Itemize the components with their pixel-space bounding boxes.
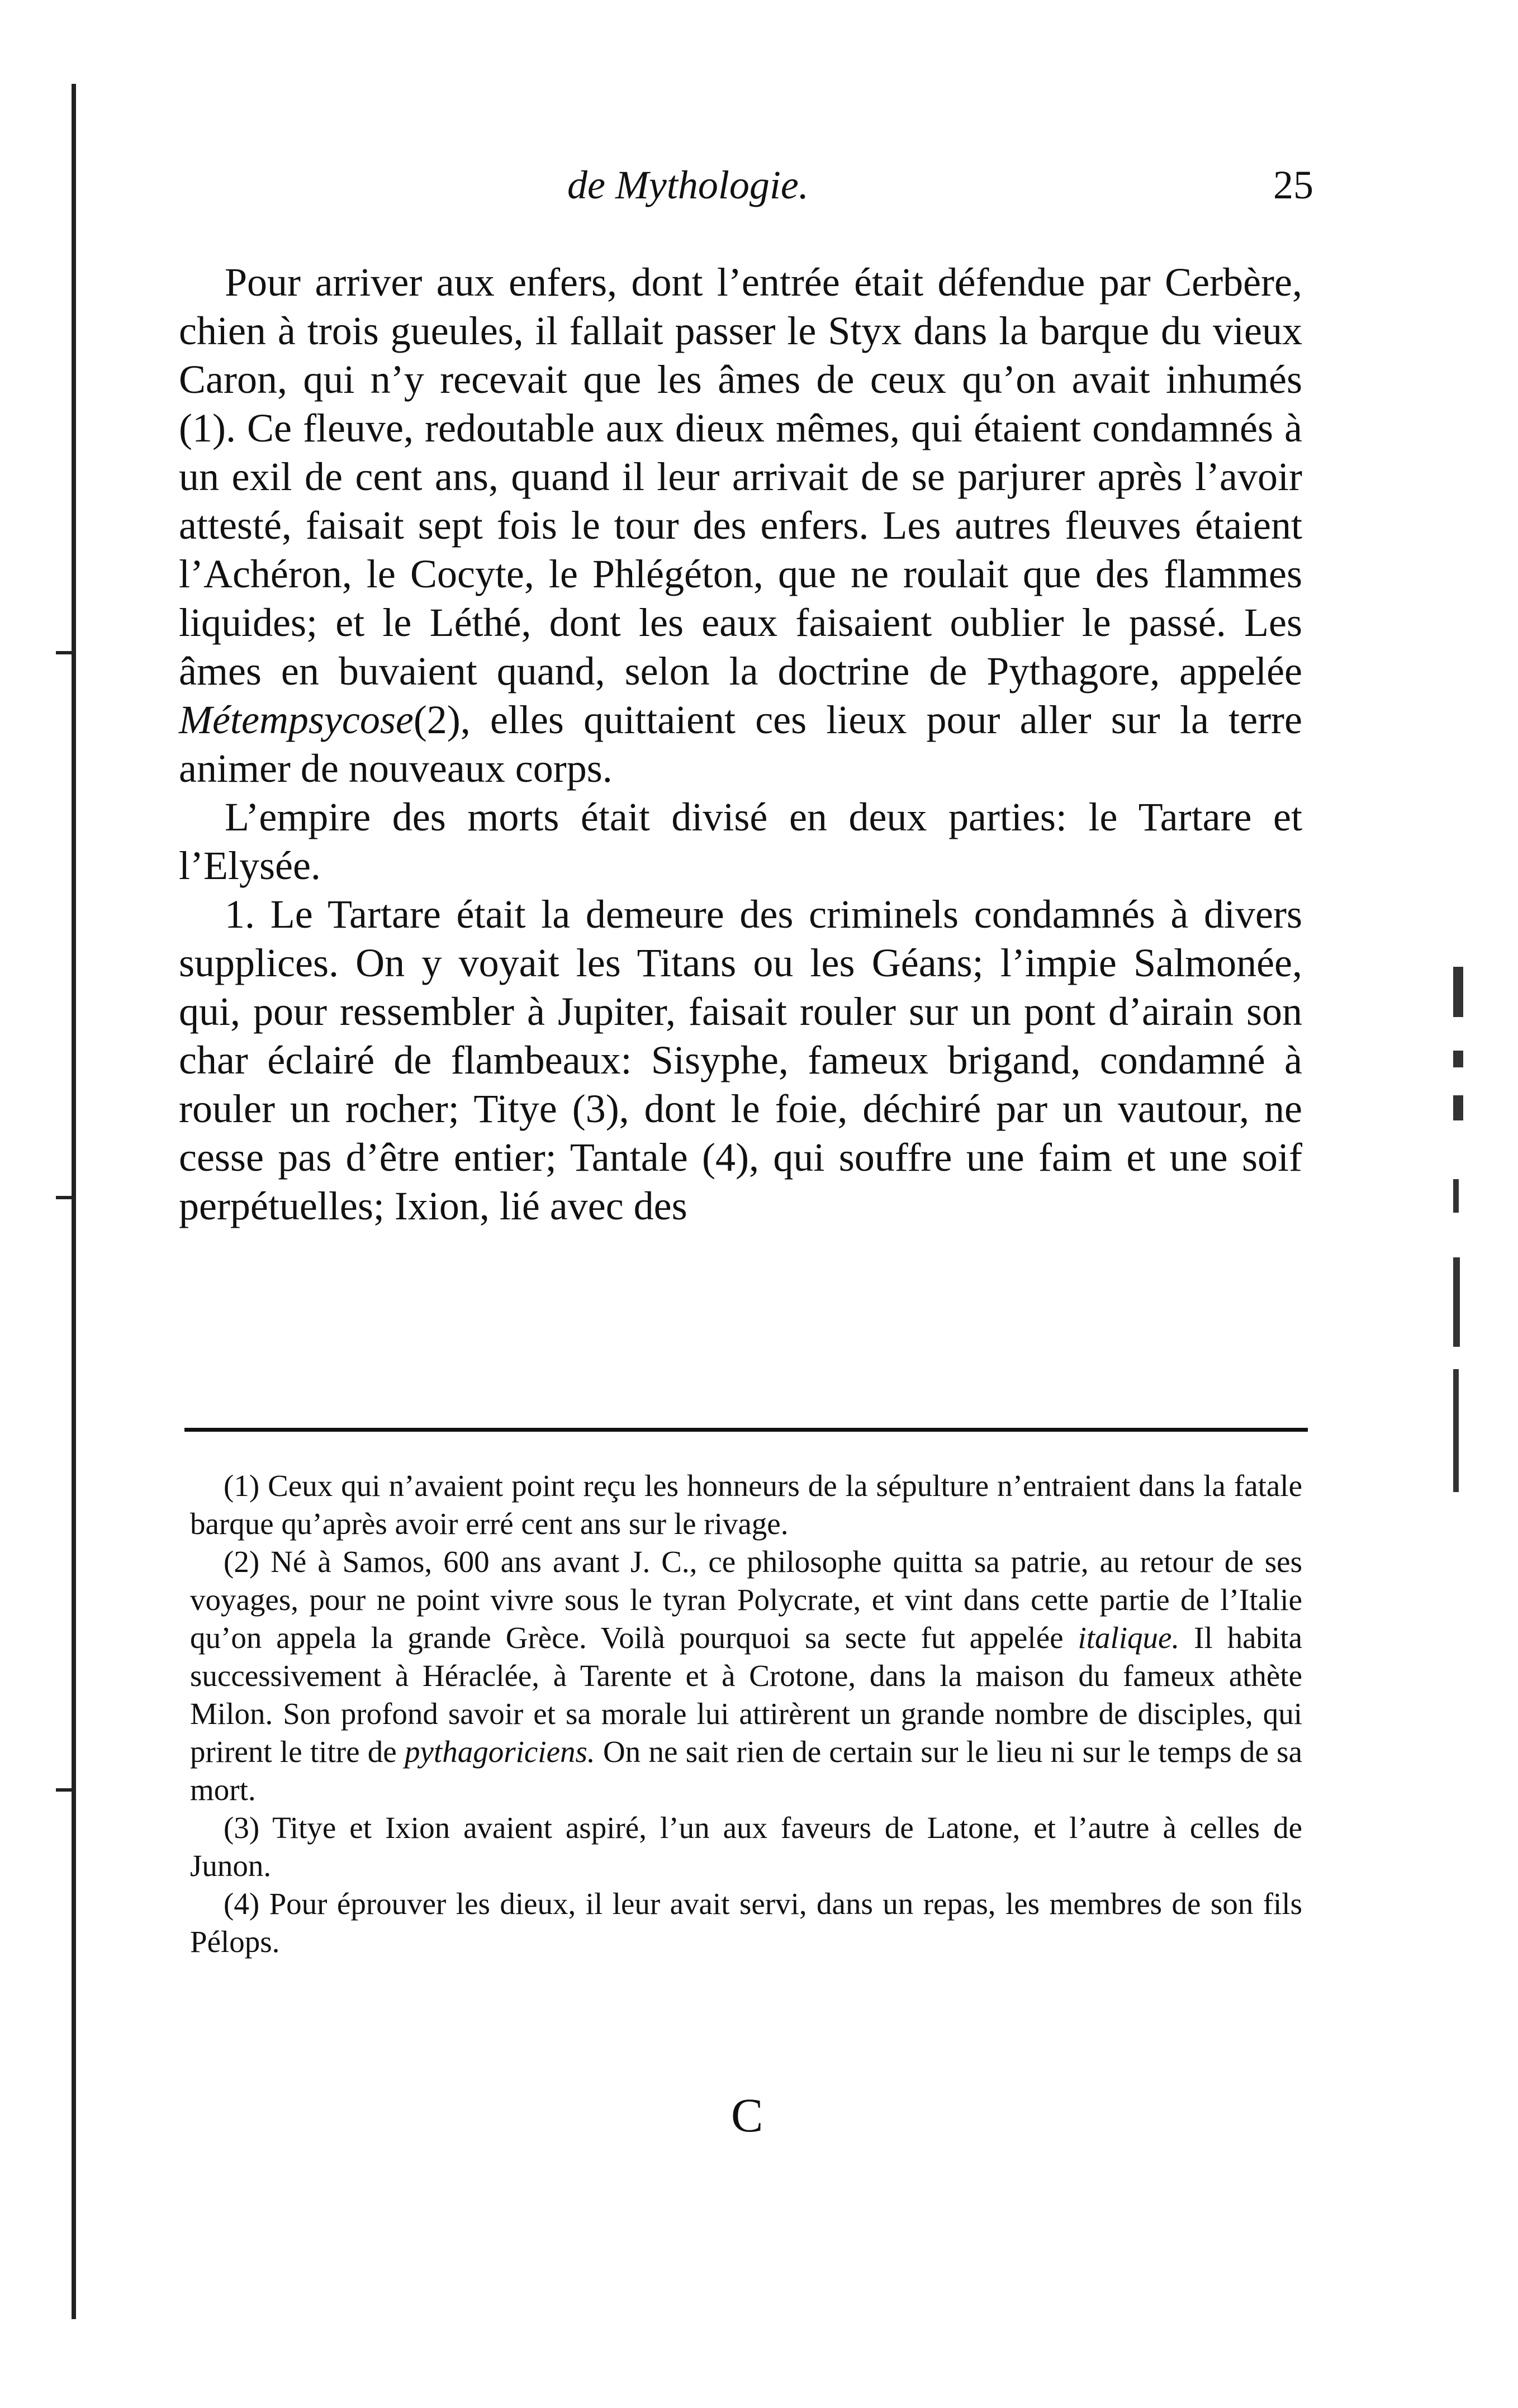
scan-speck (1453, 1095, 1463, 1120)
footnotes (190, 1467, 1302, 1961)
scan-speck (1453, 1369, 1459, 1492)
signature-mark: C (731, 2088, 763, 2142)
page-header (179, 162, 1313, 218)
italic-term: Métempsycose (179, 697, 414, 742)
binding-tick (56, 1196, 73, 1199)
paragraph: 1. Le Tartare était la demeure des criminels condamnés à divers supplices. On y voyait les Titans ou les Géans; l’impie Salmonée, qui, pour ressembler à Jupiter, faisait rouler sur un pont d’airain son char éclairé de flambeaux: Sisyphe, fameux brigand, condamné à rouler un rocher; Titye (3), dont le foie, déchiré par un vautour, ne cesse pas d’être entier; Tantale (4), qui souffre une faim et une soif perpétuelles; Ixion, lié avec des (179, 892, 1302, 1228)
scan-speck (1453, 1051, 1463, 1067)
footnote-text: Il habita successivement à Héraclée, à Tarente et à Crotone, dans la maison du fameux athète Milon. Son profond savoir et sa morale lui attirèrent un grande nombre de disciples, qui prirent le titre de (190, 1621, 1302, 1769)
footnote-rule (184, 1428, 1308, 1432)
scan-speck (1453, 967, 1463, 1017)
binding-tick (56, 651, 73, 654)
main-text (179, 258, 1302, 1231)
paragraph: L’empire des morts était divisé en deux parties: le Tartare et l’Elysée. (179, 795, 1302, 888)
footnote: (1) Ceux qui n’avaient point reçu les honneurs de la sépulture n’entraient dans la fatale barque qu’après avoir erré cent ans sur le rivage. (190, 1469, 1302, 1541)
binding-tick (56, 1788, 73, 1792)
footnote-text: On ne sait rien de certain sur le lieu ni sur le temps de sa mort. (190, 1735, 1302, 1807)
footnote: (4) Pour éprouver les dieux, il leur avait servi, dans un repas, les membres de son fils Pélops. (190, 1887, 1302, 1959)
italic-term: italique. (1078, 1621, 1180, 1655)
binding-line (72, 84, 76, 2319)
footnote: (3) Titye et Ixion avaient aspiré, l’un aux faveurs de Latone, et l’autre à celles de Junon. (190, 1811, 1302, 1883)
page-number: 25 (1273, 163, 1313, 207)
paragraph (179, 258, 1302, 793)
paragraph-text: (2), elles quittaient ces lieux pour aller sur la terre animer de nouveaux corps. (179, 697, 1302, 791)
footnote (190, 1543, 1302, 1809)
scan-speck (1453, 1179, 1459, 1213)
italic-term: pythagoriciens. (405, 1735, 595, 1769)
paragraph-text: Pour arriver aux enfers, dont l’entrée était défendue par Cerbère, chien à trois gueules, il fallait passer le Styx dans la barque du vieux Caron, qui n’y recevait que les âmes de ceux qu’on avait inhumés (1). Ce fleuve, redoutable aux dieux mêmes, qui étaient condamnés à un exil de cent ans, quand il leur arrivait de se parjurer après l’avoir attesté, faisait sept fois le tour des enfers. Les autres fleuves étaient l’Achéron, le Cocyte, le Phlégéton, que ne roulait que des flammes liquides; et le Léthé, dont les eaux faisaient oublier le passé. Les âmes en buvaient quand, selon la doctrine de Pythagore, appelée (179, 260, 1302, 694)
margin-scan-noise (1453, 967, 1476, 1498)
footnote-text: (2) Né à Samos, 600 ans avant J. C., ce philosophe quitta sa patrie, au retour de ses voyages, pour ne point vivre sous le tyran Polycrate, et vint dans cette partie de l’Italie qu’on appela la grande Grèce. Voilà pourquoi sa secte fut appelée (190, 1545, 1302, 1655)
scan-speck (1453, 1257, 1460, 1347)
running-title: de Mythologie. (567, 163, 809, 207)
